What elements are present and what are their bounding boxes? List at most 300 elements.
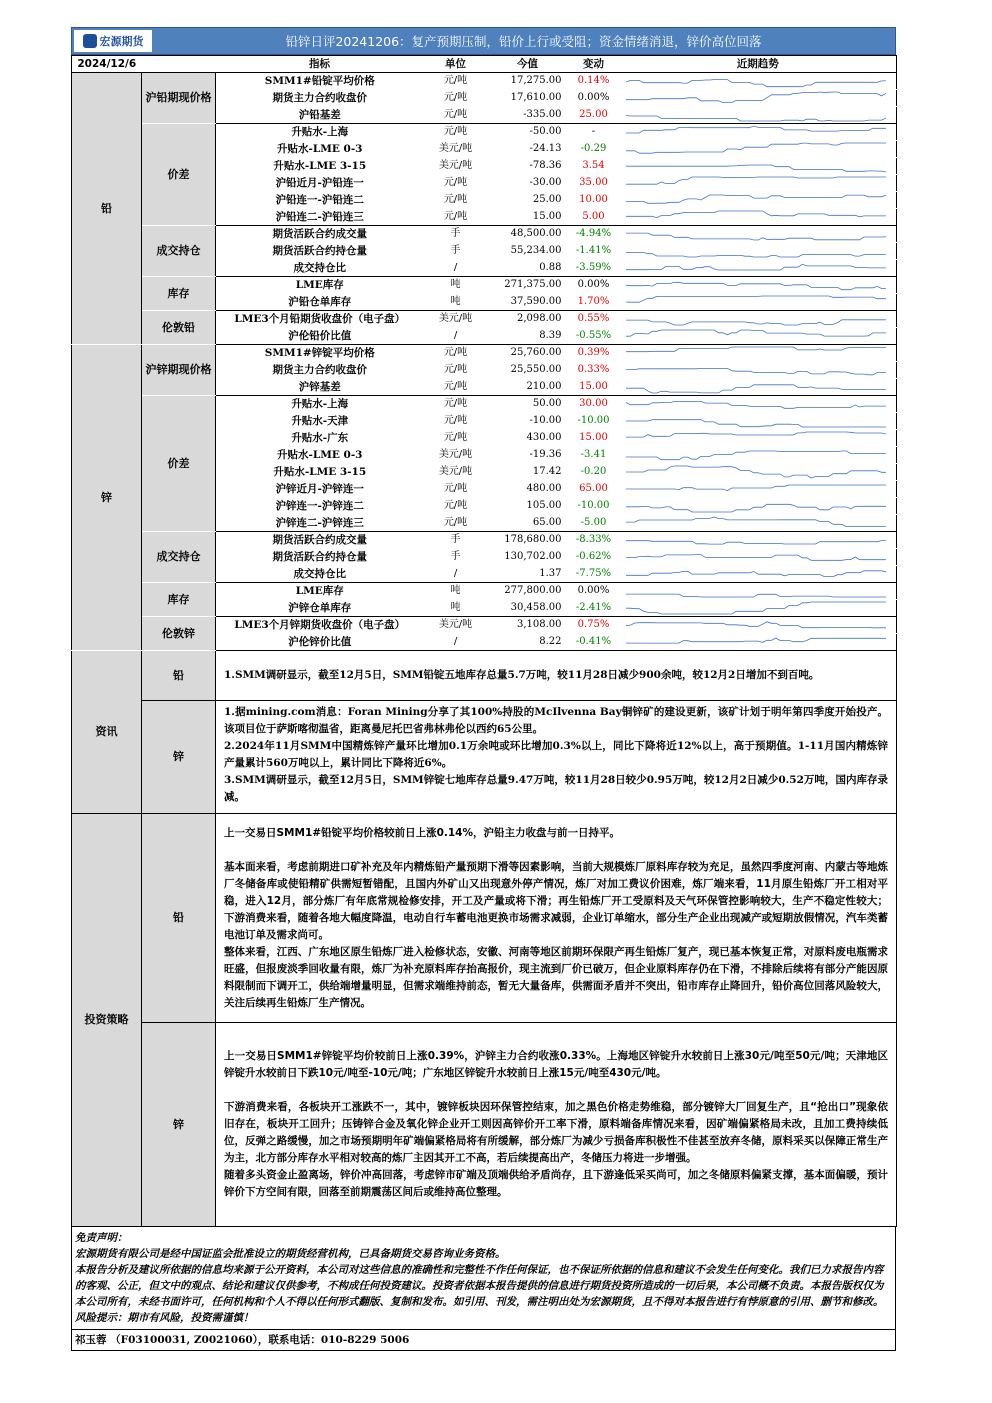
strategy-lead-paragraph: 上一交易日SMM1#铅锭平均价格较前日上涨0.14%，沪铅主力收盘与前一日持平。 xyxy=(224,826,620,839)
sparkline-chart xyxy=(620,311,897,327)
trend-sparkline xyxy=(620,532,897,549)
trend-sparkline xyxy=(620,481,897,498)
indicator-name: LME库存 xyxy=(216,277,424,294)
unit-cell: 元/吨 xyxy=(424,175,488,192)
sparkline-chart xyxy=(620,634,897,650)
trend-sparkline xyxy=(620,464,897,481)
trend-sparkline xyxy=(620,515,897,532)
change-value: -8.33% xyxy=(568,532,620,549)
sparkline-path xyxy=(626,420,886,427)
today-value: 25,760.00 xyxy=(488,345,568,362)
today-value: 15.00 xyxy=(488,209,568,226)
strategy-lead-gap xyxy=(224,842,888,859)
news-lead-text: 1.SMM调研显示，截至12月5日，SMM铅锭五地库存总量5.7万吨，较11月28日减少900余吨，较12月2日增加不到百吨。 xyxy=(224,669,820,681)
sparkline-path xyxy=(626,466,886,478)
change-value: -7.75% xyxy=(568,566,620,583)
trend-sparkline xyxy=(620,141,897,158)
change-value: -4.94% xyxy=(568,226,620,243)
indicator-name: 沪锌近月-沪锌连一 xyxy=(216,481,424,498)
strategy-zinc-label: 锌 xyxy=(142,1023,216,1227)
indicator-name: 沪铅近月-沪铅连一 xyxy=(216,175,424,192)
trend-sparkline xyxy=(620,362,897,379)
today-value: 17.42 xyxy=(488,464,568,481)
today-value: 277,800.00 xyxy=(488,583,568,600)
indicator-name: SMM1#锌锭平均价格 xyxy=(216,345,424,362)
today-value: -19.36 xyxy=(488,447,568,464)
change-value: 25.00 xyxy=(568,107,620,124)
unit-cell: 吨 xyxy=(424,600,488,617)
indicator-name: 沪铅仓单库存 xyxy=(216,294,424,311)
sparkline-chart xyxy=(620,464,897,480)
sparkline-path xyxy=(626,594,886,597)
trend-sparkline xyxy=(620,277,897,294)
sparkline-path xyxy=(626,451,886,460)
unit-cell: 手 xyxy=(424,532,488,549)
strategy-zinc-gap xyxy=(224,1082,888,1099)
trend-sparkline xyxy=(620,498,897,515)
indicator-name: 沪铅连一-沪铅连二 xyxy=(216,192,424,209)
strategy-lead-text xyxy=(216,819,896,1018)
analyst-contact: 祁玉蓉 （F03100031, Z0021060），联系电话：010-8229 5006 xyxy=(71,1330,896,1351)
change-value: 0.14% xyxy=(568,73,620,90)
trend-sparkline xyxy=(620,328,897,345)
sparkline-chart xyxy=(620,396,897,412)
zinc-group-label: 库存 xyxy=(142,583,216,617)
sparkline-chart xyxy=(620,345,897,361)
sparkline-chart xyxy=(620,277,897,293)
change-value: -10.00 xyxy=(568,413,620,430)
sparkline-chart xyxy=(620,294,897,310)
indicator-name: 沪铅连二-沪铅连三 xyxy=(216,209,424,226)
trend-sparkline xyxy=(620,73,897,90)
sparkline-path xyxy=(626,253,886,258)
today-value: 105.00 xyxy=(488,498,568,515)
sparkline-path xyxy=(626,80,886,87)
unit-cell: 元/吨 xyxy=(424,192,488,209)
sparkline-chart xyxy=(620,158,897,174)
sparkline-path xyxy=(626,401,886,408)
indicator-name: 沪锌连一-沪锌连二 xyxy=(216,498,424,515)
sparkline-chart xyxy=(620,617,897,633)
logo-mark-icon xyxy=(83,34,97,48)
unit-cell: 元/吨 xyxy=(424,379,488,396)
indicator-name: LME3个月锌期货收盘价（电子盘） xyxy=(216,617,424,634)
trend-sparkline xyxy=(620,192,897,209)
sparkline-path xyxy=(626,432,886,437)
indicator-name: LME库存 xyxy=(216,583,424,600)
sparkline-chart xyxy=(620,226,897,242)
sparkline-path xyxy=(626,541,886,545)
today-value: 65.00 xyxy=(488,515,568,532)
unit-header: 单位 xyxy=(424,56,488,73)
unit-cell: 元/吨 xyxy=(424,430,488,447)
trend-sparkline xyxy=(620,175,897,192)
today-value: 3,108.00 xyxy=(488,617,568,634)
unit-cell: 美元/吨 xyxy=(424,464,488,481)
sparkline-path xyxy=(626,385,886,393)
today-value: 0.88 xyxy=(488,260,568,277)
report-header xyxy=(71,27,896,55)
risk-warning: 风险提示：期市有风险，投资需谨慎！ xyxy=(75,1312,254,1324)
today-value: 50.00 xyxy=(488,396,568,413)
indicator-name: 升贴水-LME 3-15 xyxy=(216,158,424,175)
unit-cell: 手 xyxy=(424,243,488,260)
lead-group-label: 伦敦铅 xyxy=(142,311,216,345)
today-value: 48,500.00 xyxy=(488,226,568,243)
sparkline-chart xyxy=(620,175,897,191)
today-value: 17,275.00 xyxy=(488,73,568,90)
unit-cell: 手 xyxy=(424,226,488,243)
blank-header xyxy=(142,56,216,73)
change-value: 0.00% xyxy=(568,277,620,294)
trend-sparkline xyxy=(620,583,897,600)
lead-section-label: 铅 xyxy=(72,73,142,345)
sparkline-chart xyxy=(620,447,897,463)
news-zinc-item: 1.据mining.com消息：Foran Mining分享了其100%持股的McIlvenna Bay铜锌矿的建设更新，该矿计划于明年第四季度开始投产。该项目位于萨斯喀彻温省，距离曼尼托巴省弗林弗伦以西约65公里。 xyxy=(224,706,888,735)
trend-sparkline xyxy=(620,158,897,175)
sparkline-path xyxy=(626,165,886,172)
trend-sparkline xyxy=(620,396,897,413)
unit-cell: 元/吨 xyxy=(424,90,488,107)
disclaimer-title: 免责声明： xyxy=(75,1232,128,1244)
trend-sparkline xyxy=(620,294,897,311)
indicator-name: 升贴水-LME 0-3 xyxy=(216,447,424,464)
indicator-name: 升贴水-天津 xyxy=(216,413,424,430)
unit-cell: 美元/吨 xyxy=(424,311,488,328)
zinc-group-label: 价差 xyxy=(142,396,216,532)
lead-table-row xyxy=(72,311,897,328)
change-value: 15.00 xyxy=(568,430,620,447)
trend-sparkline xyxy=(620,226,897,243)
change-value: 65.00 xyxy=(568,481,620,498)
change-value: 0.33% xyxy=(568,362,620,379)
indicator-name: 沪锌仓单库存 xyxy=(216,600,424,617)
lead-table-row xyxy=(72,73,897,90)
indicator-name: LME3个月铅期货收盘价（电子盘） xyxy=(216,311,424,328)
sparkline-chart xyxy=(620,549,897,565)
unit-cell: 元/吨 xyxy=(424,107,488,124)
strategy-zinc-text xyxy=(216,1042,896,1207)
change-value: -0.20 xyxy=(568,464,620,481)
today-value: 25.00 xyxy=(488,192,568,209)
today-value: 30,458.00 xyxy=(488,600,568,617)
indicator-name: 升贴水-上海 xyxy=(216,396,424,413)
unit-cell: 吨 xyxy=(424,294,488,311)
unit-cell: / xyxy=(424,328,488,345)
change-value: -10.00 xyxy=(568,498,620,515)
trend-sparkline xyxy=(620,549,897,566)
unit-cell: 元/吨 xyxy=(424,498,488,515)
zinc-table-row xyxy=(72,617,897,634)
sparkline-chart xyxy=(620,430,897,446)
sparkline-path xyxy=(626,126,886,133)
change-value: 3.54 xyxy=(568,158,620,175)
today-value: -50.00 xyxy=(488,124,568,141)
strategy-zinc-paragraph: 上一交易日SMM1#锌锭平均价较前日上涨0.39%，沪锌主力合约收涨0.33%。上海地区锌锭升水较前日上涨30元/吨至50元/吨；天津地区锌锭升水较前日下跌10元/吨至-10元/吨；广东地区锌锭升水较前日上涨15元/吨至430元/吨。 xyxy=(224,1050,888,1079)
lead-group-label: 成交持仓 xyxy=(142,226,216,277)
sparkline-path xyxy=(626,602,886,614)
sparkline-chart xyxy=(620,209,897,225)
trend-sparkline xyxy=(620,260,897,277)
zinc-group-label: 沪锌期现价格 xyxy=(142,345,216,396)
indicator-name: 沪伦锌价比值 xyxy=(216,634,424,651)
sparkline-path xyxy=(626,504,886,512)
unit-cell: 元/吨 xyxy=(424,209,488,226)
trend-sparkline xyxy=(620,447,897,464)
sparkline-path xyxy=(626,143,886,153)
indicator-name: 期货主力合约收盘价 xyxy=(216,362,424,379)
news-zinc-label: 锌 xyxy=(142,701,216,814)
today-value: 2,098.00 xyxy=(488,311,568,328)
trend-sparkline xyxy=(620,634,897,651)
zinc-table-row xyxy=(72,396,897,413)
indicator-name: 沪伦铅价比值 xyxy=(216,328,424,345)
sparkline-chart xyxy=(620,566,897,582)
lead-table-row xyxy=(72,226,897,243)
disclaimer-line: 宏源期货有限公司是经中国证监会批准设立的期货经营机构，已具备期货交易咨询业务资格。 xyxy=(75,1248,506,1260)
unit-cell: 元/吨 xyxy=(424,73,488,90)
sparkline-path xyxy=(626,264,886,270)
zinc-table-row xyxy=(72,583,897,600)
news-zinc-text xyxy=(216,702,896,812)
lead-table-row xyxy=(72,124,897,141)
change-value: 35.00 xyxy=(568,175,620,192)
strategy-lead-paragraph: 整体来看，江西、广东地区原生铅炼厂进入检修状态，安徽、河南等地区前期环保限产再生铅炼厂复产，现已基本恢复正常，对原料废电瓶需求旺盛，但报废淡季回收量有限，炼厂为补充原料库存抬高报价，现主流到厂价已破万，但企业原料库存仍在下滑，不排除后续将有部分产能因原料限制而下调开工，供给端增量明显，但需求端维持前态，暂无大量备库，供需面矛盾并不突出，铅市库存止降回升，铅价高位回落风险较大，关注后续再生铅炼厂生产情况。 xyxy=(224,945,888,1009)
sparkline-chart xyxy=(620,481,897,497)
disclaimer xyxy=(71,1227,896,1330)
change-value: 0.00% xyxy=(568,90,620,107)
change-value: -0.55% xyxy=(568,328,620,345)
today-value: -78.36 xyxy=(488,158,568,175)
sparkline-chart xyxy=(620,141,897,157)
lead-group-label: 库存 xyxy=(142,277,216,311)
change-value: -0.29 xyxy=(568,141,620,158)
lead-group-label: 价差 xyxy=(142,124,216,226)
news-table xyxy=(71,651,897,1227)
unit-cell: 美元/吨 xyxy=(424,158,488,175)
sparkline-chart xyxy=(620,90,897,106)
sparkline-chart xyxy=(620,243,897,259)
change-value: 0.75% xyxy=(568,617,620,634)
disclaimer-line: 本报告分析及建议所依据的信息均来源于公开资料，本公司对这些信息的准确性和完整性不作任何保证，也不保证所依据的信息和建议不会发生任何变化。我们已力求报告内容的客观、公正，但文中的观点、结论和建议仅供参考，不构成任何投资建议。投资者依据本报告提供的信息进行期货投资所造成的一切后果，本公司概不负责。本报告版权仅为本公司所有，未经书面许可，任何机构和个人不得以任何形式翻版、复制和发布。如引用、刊发，需注明出处为宏源期货，且不得对本报告进行有悖原意的引用、删节和修改。 xyxy=(75,1264,884,1308)
sparkline-chart xyxy=(620,107,897,123)
sparkline-path xyxy=(626,638,886,643)
trend-sparkline xyxy=(620,243,897,260)
indicator-name: 升贴水-广东 xyxy=(216,430,424,447)
table-header-row xyxy=(72,56,897,73)
change-header: 变动 xyxy=(568,56,620,73)
change-value: -0.41% xyxy=(568,634,620,651)
sparkline-path xyxy=(626,115,886,121)
today-value: 8.39 xyxy=(488,328,568,345)
lead-table-row xyxy=(72,277,897,294)
unit-cell: / xyxy=(424,634,488,651)
trend-sparkline xyxy=(620,124,897,141)
today-header: 今值 xyxy=(488,56,568,73)
unit-cell: 元/吨 xyxy=(424,396,488,413)
unit-cell: 美元/吨 xyxy=(424,447,488,464)
today-value: 55,234.00 xyxy=(488,243,568,260)
change-value: -3.59% xyxy=(568,260,620,277)
indicator-name: 期货活跃合约持仓量 xyxy=(216,549,424,566)
change-value: 1.70% xyxy=(568,294,620,311)
unit-cell: 吨 xyxy=(424,583,488,600)
change-value: 0.00% xyxy=(568,583,620,600)
indicator-name: 沪锌基差 xyxy=(216,379,424,396)
logo-text: 宏源期货 xyxy=(99,35,144,48)
today-value: 271,375.00 xyxy=(488,277,568,294)
indicator-name: 成交持仓比 xyxy=(216,260,424,277)
sparkline-chart xyxy=(620,362,897,378)
change-value: 30.00 xyxy=(568,396,620,413)
today-value: 480.00 xyxy=(488,481,568,498)
trend-sparkline xyxy=(620,311,897,328)
sparkline-path xyxy=(626,282,886,289)
indicator-name: 升贴水-上海 xyxy=(216,124,424,141)
trend-sparkline xyxy=(620,209,897,226)
sparkline-chart xyxy=(620,583,897,599)
sparkline-path xyxy=(626,92,886,103)
change-value: -1.41% xyxy=(568,243,620,260)
sparkline-path xyxy=(626,347,886,352)
unit-cell: 手 xyxy=(424,549,488,566)
strategy-zinc-paragraph: 随着多头资金止盈离场，锌价冲高回落，考虑锌市矿端及顶端供给矛盾尚存，且下游逢低采买尚可，加之冬储原料偏紧支撑，基本面偏暖，预计锌价下方空间有限，回落至前期震荡区间后或维持高位整理。 xyxy=(224,1169,888,1198)
unit-cell: / xyxy=(424,566,488,583)
sparkline-path xyxy=(626,368,886,374)
news-lead-label: 铅 xyxy=(142,651,216,701)
today-value: -335.00 xyxy=(488,107,568,124)
unit-cell: 元/吨 xyxy=(424,413,488,430)
unit-cell: 吨 xyxy=(424,277,488,294)
indicator-name: SMM1#铅锭平均价格 xyxy=(216,73,424,90)
sparkline-path xyxy=(626,330,886,336)
indicator-name: 成交持仓比 xyxy=(216,566,424,583)
today-value: 25,550.00 xyxy=(488,362,568,379)
sparkline-chart xyxy=(620,600,897,616)
sparkline-path xyxy=(626,177,886,184)
indicator-name: 期货活跃合约成交量 xyxy=(216,532,424,549)
change-value: - xyxy=(568,124,620,141)
trend-sparkline xyxy=(620,90,897,107)
sparkline-path xyxy=(626,571,886,577)
trend-sparkline xyxy=(620,107,897,124)
change-value: 0.39% xyxy=(568,345,620,362)
sparkline-path xyxy=(626,622,886,628)
lead-group-label: 沪铅期现价格 xyxy=(142,73,216,124)
today-value: -10.00 xyxy=(488,413,568,430)
company-logo xyxy=(74,30,152,52)
change-value: 10.00 xyxy=(568,192,620,209)
sparkline-chart xyxy=(620,515,897,531)
indicator-name: 期货活跃合约成交量 xyxy=(216,226,424,243)
sparkline-path xyxy=(626,296,886,302)
trend-sparkline xyxy=(620,379,897,396)
today-value: 130,702.00 xyxy=(488,549,568,566)
news-label: 资讯 xyxy=(72,651,142,814)
unit-cell: 元/吨 xyxy=(424,124,488,141)
trend-header: 近期趋势 xyxy=(620,56,897,73)
change-value: 15.00 xyxy=(568,379,620,396)
trend-sparkline xyxy=(620,345,897,362)
change-value: 5.00 xyxy=(568,209,620,226)
date-header: 2024/12/6 xyxy=(72,56,142,73)
sparkline-path xyxy=(626,517,886,527)
sparkline-chart xyxy=(620,413,897,429)
sparkline-chart xyxy=(620,260,897,276)
data-table xyxy=(71,55,897,651)
unit-cell: 元/吨 xyxy=(424,362,488,379)
strategy-lead-label: 铅 xyxy=(142,814,216,1023)
indicator-name: 期货主力合约收盘价 xyxy=(216,90,424,107)
sparkline-chart xyxy=(620,124,897,140)
sparkline-chart xyxy=(620,192,897,208)
sparkline-path xyxy=(626,233,886,240)
sparkline-chart xyxy=(620,328,897,344)
today-value: 178,680.00 xyxy=(488,532,568,549)
strategy-lead-paragraph: 基本面来看，考虑前期进口矿补充及年内精炼铅产量预期下滑等因素影响，当前大规模炼厂原料库存较为充足，虽然四季度河南、内蒙古等地炼厂冬储备库或使铅精矿供需短暂错配，且国内外矿山又出现意外停产情况，炼厂对加工费议价困难，炼厂端来看，11月原生铅炼厂开工相对平稳，进入12月，部分炼厂有年底常规检修安排，开工及产量或将下滑；再生铅炼厂开工受原料及天气环保管控影响较大，生产不稳定性较大；下游消费来看，随着各地大幅度降温，电动自行车蓄电池更换市场需求减弱，企业订单缩水，部分生产企业出现减产或短期放假情况，汽车类蓄电池订单及需求尚可。 xyxy=(224,860,888,941)
indicator-header: 指标 xyxy=(216,56,424,73)
change-value: -0.62% xyxy=(568,549,620,566)
unit-cell: / xyxy=(424,260,488,277)
strategy-label: 投资策略 xyxy=(72,814,142,1227)
today-value: 17,610.00 xyxy=(488,90,568,107)
strategy-zinc-paragraph: 下游消费来看，各板块开工涨跌不一，其中，镀锌板块因环保管控结束，加之黑色价格走势维稳，部分镀锌大厂回复生产，且“抢出口”现象依旧存在，板块开工回升；压铸锌合金及氧化锌企业开工则因高锌价开工率下滑，原料端备库情况来看，因矿端偏紧格局未改，且加工费持续低位，反弹之路缓慢，加之市场预期明年矿端偏紧格局将有所缓解，部分炼厂为减少亏损备库积极性不佳甚至放弃冬储，原料采买以保障正常生产为主，北方部分库存水平相对较高的炼厂主因其开工不高，若后续提高出产，冬储压力将进一步增强。 xyxy=(224,1101,888,1164)
unit-cell: 元/吨 xyxy=(424,515,488,532)
change-value: -5.00 xyxy=(568,515,620,532)
report-title: 铅锌日评20241206：复产预期压制，铅价上行或受阻；资金情绪消退，锌价高位回落 xyxy=(285,34,762,49)
today-value: 210.00 xyxy=(488,379,568,396)
indicator-name: 沪锌连二-沪锌连三 xyxy=(216,515,424,532)
zinc-table-row xyxy=(72,345,897,362)
trend-sparkline xyxy=(620,430,897,447)
zinc-table-row xyxy=(72,532,897,549)
indicator-name: 升贴水-LME 0-3 xyxy=(216,141,424,158)
sparkline-chart xyxy=(620,532,897,548)
sparkline-chart xyxy=(620,498,897,514)
change-value: -2.41% xyxy=(568,600,620,617)
today-value: 430.00 xyxy=(488,430,568,447)
sparkline-path xyxy=(626,320,886,325)
zinc-group-label: 成交持仓 xyxy=(142,532,216,583)
change-value: 0.55% xyxy=(568,311,620,328)
today-value: 8.22 xyxy=(488,634,568,651)
sparkline-path xyxy=(626,485,886,491)
trend-sparkline xyxy=(620,600,897,617)
today-value: 37,590.00 xyxy=(488,294,568,311)
news-zinc-item: 2.2024年11月SMM中国精炼锌产量环比增加0.1万余吨或环比增加0.3%以上，同比下降将近12%以上，高于预期值。1-11月国内精炼锌产量累计560万吨以上，累计同比下降将近6%。 xyxy=(224,740,888,769)
report-page xyxy=(71,27,896,1351)
change-value: -3.41 xyxy=(568,447,620,464)
zinc-section-label: 锌 xyxy=(72,345,142,651)
sparkline-path xyxy=(626,211,886,218)
unit-cell: 美元/吨 xyxy=(424,141,488,158)
news-zinc-item: 3.SMM调研显示，截至12月5日，SMM锌锭七地库存总量9.47万吨，较11月28日较少0.95万吨，较12月2日减少0.52万吨，国内库存录减。 xyxy=(224,774,888,803)
trend-sparkline xyxy=(620,566,897,583)
today-value: 1.37 xyxy=(488,566,568,583)
indicator-name: 期货活跃合约持仓量 xyxy=(216,243,424,260)
sparkline-chart xyxy=(620,73,897,89)
indicator-name: 沪铅基差 xyxy=(216,107,424,124)
trend-sparkline xyxy=(620,413,897,430)
today-value: -24.13 xyxy=(488,141,568,158)
sparkline-path xyxy=(626,195,886,203)
sparkline-path xyxy=(626,555,886,561)
unit-cell: 美元/吨 xyxy=(424,617,488,634)
unit-cell: 元/吨 xyxy=(424,481,488,498)
zinc-group-label: 伦敦锌 xyxy=(142,617,216,651)
trend-sparkline xyxy=(620,617,897,634)
unit-cell: 元/吨 xyxy=(424,345,488,362)
